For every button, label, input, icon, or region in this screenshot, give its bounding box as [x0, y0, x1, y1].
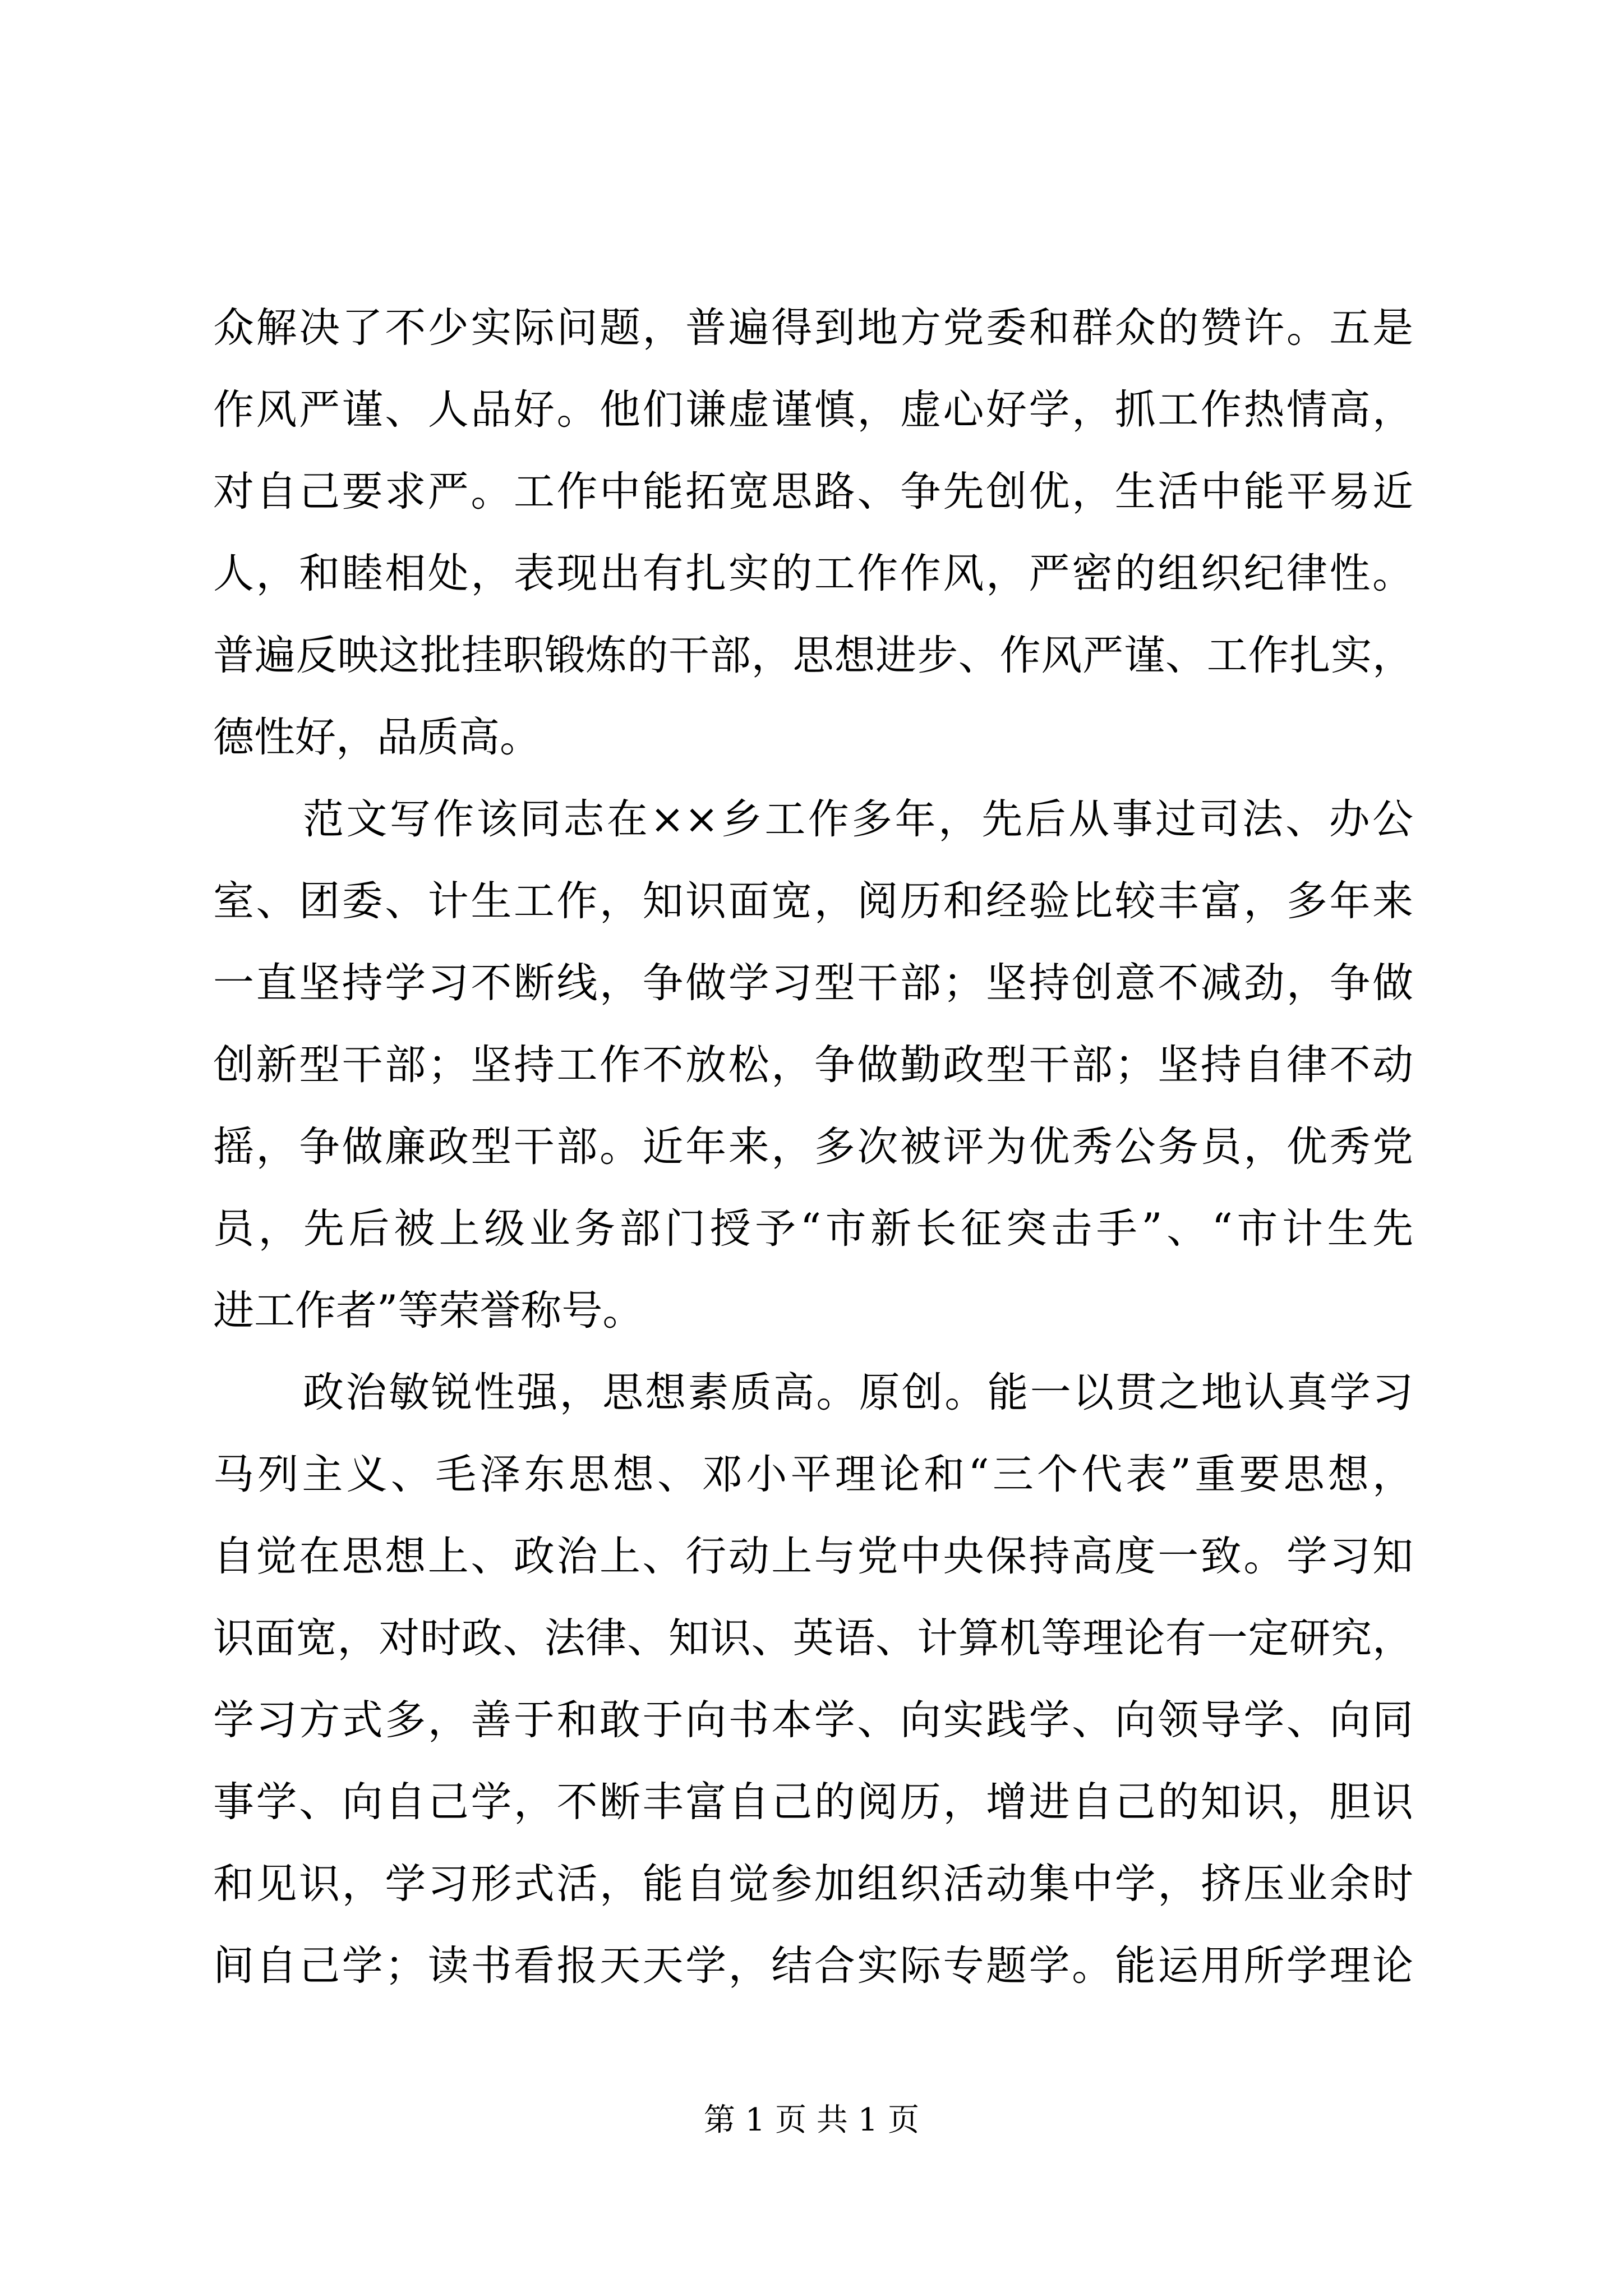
paragraph-3-line-8: 间自己学；读书看报天天学，结合实际专题学。能运用所学理论: [213, 1942, 1413, 1990]
page-footer: 第 1 页 共 1 页: [703, 2102, 920, 2138]
paragraph-1-line-6: 德性好，品质高。: [213, 714, 541, 761]
paragraph-2-line-2: 室、团委、计生工作，知识面宽，阅历和经验比较丰富，多年来: [213, 877, 1413, 925]
paragraph-3-line-3: 自觉在思想上、政治上、行动上与党中央保持高度一致。学习知: [213, 1533, 1413, 1580]
paragraph-3-line-2: 马列主义、毛泽东思想、邓小平理论和“三个代表”重要思想，: [213, 1451, 1413, 1498]
paragraph-2-line-4: 创新型干部；坚持工作不放松，争做勤政型干部；坚持自律不动: [213, 1041, 1413, 1089]
paragraph-2-line-7: 进工作者”等荣誉称号。: [213, 1287, 644, 1335]
paragraph-3-line-1: 政治敏锐性强，思想素质高。原创。能一以贯之地认真学习: [303, 1369, 1413, 1416]
paragraph-3-line-4: 识面宽，对时政、法律、知识、英语、计算机等理论有一定研究，: [213, 1614, 1413, 1662]
paragraph-2-line-1: 范文写作该同志在××乡工作多年，先后从事过司法、办公: [303, 795, 1413, 843]
paragraph-3-line-5: 学习方式多，善于和敢于向书本学、向实践学、向领导学、向同: [213, 1696, 1413, 1744]
paragraph-1-line-4: 人，和睦相处，表现出有扎实的工作作风，严密的组织纪律性。: [213, 550, 1413, 597]
paragraph-3-line-7: 和见识，学习形式活，能自觉参加组织活动集中学，挤压业余时: [213, 1860, 1413, 1908]
paragraph-1-line-2: 作风严谨、人品好。他们谦虚谨慎，虚心好学，抓工作热情高，: [213, 386, 1413, 434]
paragraph-3-line-6: 事学、向自己学，不断丰富自己的阅历，增进自己的知识，胆识: [213, 1778, 1413, 1826]
paragraph-2-line-5: 摇，争做廉政型干部。近年来，多次被评为优秀公务员，优秀党: [213, 1123, 1413, 1171]
paragraph-2-line-6: 员，先后被上级业务部门授予“市新长征突击手”、“市计生先: [213, 1205, 1413, 1253]
paragraph-1-line-5: 普遍反映这批挂职锻炼的干部，思想进步、作风严谨、工作扎实，: [213, 632, 1413, 679]
paragraph-1-line-1: 众解决了不少实际问题，普遍得到地方党委和群众的赞许。五是: [213, 304, 1413, 352]
paragraph-2-line-3: 一直坚持学习不断线，争做学习型干部；坚持创意不减劲，争做: [213, 959, 1413, 1007]
paragraph-1-line-3: 对自己要求严。工作中能拓宽思路、争先创优，生活中能平易近: [213, 468, 1413, 516]
